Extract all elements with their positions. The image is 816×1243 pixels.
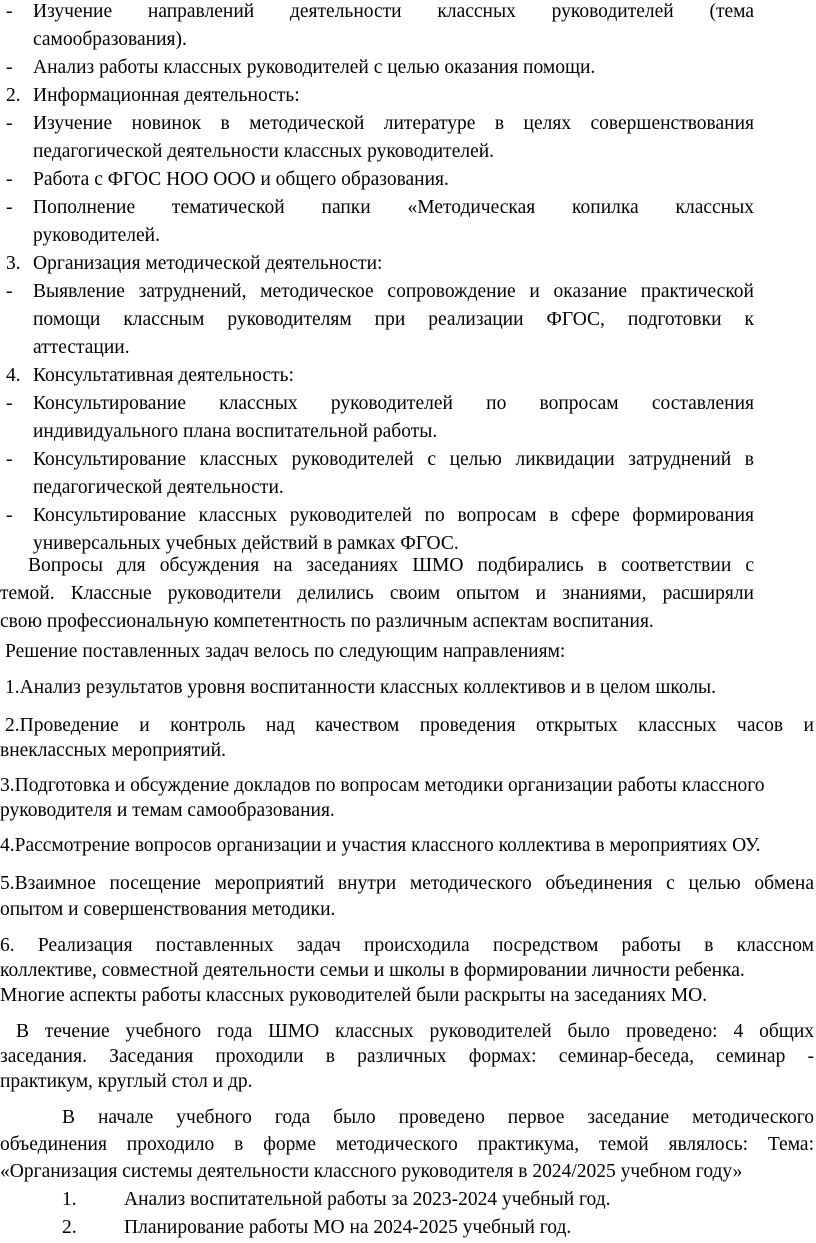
list-item-text: индивидуального плана воспитательной работы. [33,421,438,442]
list-item-text: педагогической деятельности классных руководителей. [33,141,495,162]
list-item [0,278,816,306]
list-item [0,110,816,138]
direction-item-continuation: опытом и совершенствования методики. [0,899,336,920]
list-item-text: Анализ работы классных руководителей с целью оказания помощи. [33,57,596,78]
direction-item-continuation: коллективе, совместной деятельности семьи и школы в формировании личности ребенка. [0,960,745,981]
direction-item-continuation: Многие аспекты работы классных руководителей были раскрыты на заседаниях МО. [0,985,708,1006]
direction-item: 2.Проведение и контроль над качеством проведения открытых классных часов и [5,715,814,736]
section-number: 2. [6,85,21,106]
direction-item: 6. Реализация поставленных задач происходила посредством работы в классном [0,935,814,956]
section-heading [0,250,816,278]
paragraph-line: заседания. Заседания проходили в различных формах: семинар-беседа, семинар - [0,1046,814,1067]
list-item-text: Консультирование классных руководителей с целью ликвидации затруднений в [33,449,754,470]
list-item-text: Консультирование классных руководителей по вопросам составления [33,393,754,414]
paragraph-line: Решение поставленных задач велось по следующим направлениям: [5,641,566,662]
agenda-text: Анализ воспитательной работы за 2023-2024 учебный год. [124,1189,611,1210]
agenda-item [0,1186,816,1214]
list-item-text: руководителей. [33,225,160,246]
list-item [0,446,816,474]
list-item-text: Работа с ФГОС НОО ООО и общего образования. [33,169,449,190]
list-item-text: самообразования). [33,29,187,50]
direction-item: 3.Подготовка и обсуждение докладов по вопросам методики организации работы классного [0,775,765,796]
list-item [0,390,816,418]
dash-marker: - [6,449,13,470]
dash-marker: - [6,505,13,526]
list-item-continuation [0,222,816,250]
paragraph-line: В течение учебного года ШМО классных руководителей было проведено: 4 общих [16,1021,814,1042]
list-item [0,54,816,82]
paragraph-line: В начале учебного года было проведено первое заседание методического [62,1107,814,1128]
list-item-text: универсальных учебных действий в рамках ФГОС. [33,533,459,554]
dash-marker: - [6,169,13,190]
section-heading [0,82,816,110]
list-item-text: Выявление затруднений, методическое сопровождение и оказание практической [33,281,754,302]
list-item-continuation [0,26,816,54]
dash-marker: - [6,1,13,22]
paragraph-line: темой. Классные руководители делились своим опытом и знаниями, расширяли [0,583,754,604]
dash-marker: - [6,281,13,302]
list-item-text: Изучение новинок в методической литературе в целях совершенствования [33,113,754,134]
list-item-text: Пополнение тематической папки «Методическая копилка классных [33,197,754,218]
direction-item-continuation: внеклассных мероприятий. [0,740,226,761]
list-item [0,0,816,26]
list-item-text: педагогической деятельности. [33,477,284,498]
agenda-text: Планирование работы МО на 2024-2025 учебный год. [124,1217,572,1238]
meeting-theme: «Организация системы деятельности классного руководителя в 2024/2025 учебном году» [0,1161,743,1182]
section-heading [0,362,816,390]
section-number: 3. [6,253,21,274]
direction-item: 4.Рассмотрение вопросов организации и участия классного коллектива в мероприятиях ОУ. [0,835,761,856]
paragraph-line: объединения проходило в форме методического практикума, темой являлось: Тема: [0,1134,814,1155]
list-item-continuation [0,418,816,446]
section-heading-text: Организация методической деятельности: [33,253,383,274]
paragraph-line: свою профессиональную компетентность по различным аспектам воспитания. [0,611,654,632]
direction-item-continuation: руководителя и темам самообразования. [0,800,335,821]
dash-marker: - [6,57,13,78]
list-item-continuation [0,306,816,334]
dash-marker: - [6,113,13,134]
dash-marker: - [6,393,13,414]
direction-item: 5.Взаимное посещение мероприятий внутри методического объединения с целью обмена [0,873,814,894]
list-item [0,194,816,222]
list-item [0,502,816,530]
list-item-text: аттестации. [33,337,130,358]
direction-item: 1.Анализ результатов уровня воспитанности классных коллективов и в целом школы. [5,677,717,698]
list-item-continuation [0,138,816,166]
list-item-text: Консультирование классных руководителей по вопросам в сфере формирования [33,505,754,526]
paragraph-line: практикум, круглый стол и др. [0,1071,253,1092]
agenda-number: 2. [62,1217,77,1238]
dash-marker: - [6,197,13,218]
list-item-text: помощи классным руководителям при реализации ФГОС, подготовки к [33,309,754,330]
list-item-continuation [0,334,816,362]
section-heading-text: Консультативная деятельность: [33,365,294,386]
section-heading-text: Информационная деятельность: [33,85,300,106]
agenda-number: 1. [62,1189,77,1210]
list-item [0,166,816,194]
list-item-text: Изучение направлений деятельности классных руководителей (тема [33,1,754,22]
section-number: 4. [6,365,21,386]
paragraph-line: Вопросы для обсуждения на заседаниях ШМО подбирались в соответствии с [28,555,754,576]
agenda-item [0,1214,816,1242]
list-item-continuation [0,474,816,502]
